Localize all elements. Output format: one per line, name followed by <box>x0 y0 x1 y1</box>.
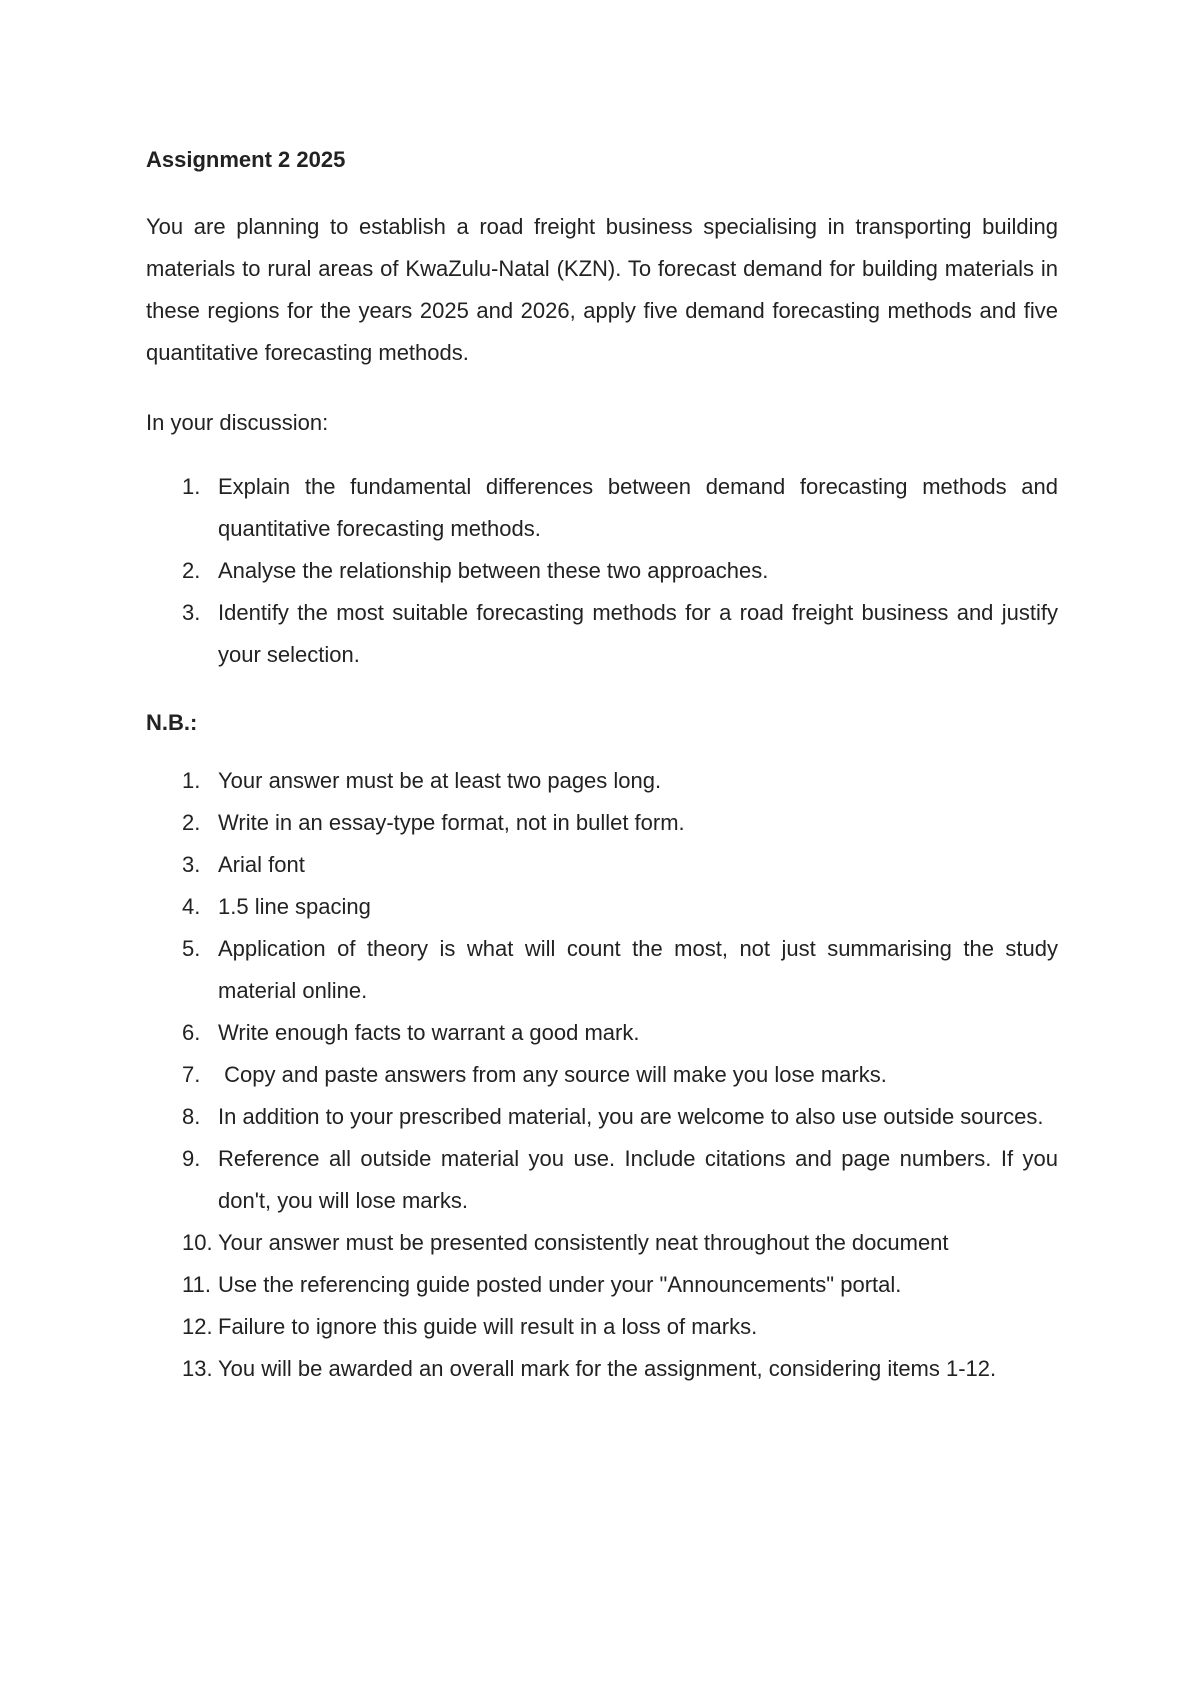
list-item-text: Use the referencing guide posted under your "Announcements" portal. <box>218 1272 902 1297</box>
list-item <box>146 550 1058 592</box>
list-item <box>146 1306 1058 1348</box>
list-item-text: Reference all outside material you use. Include citations and page numbers. If you don't, you will lose marks. <box>218 1146 1058 1213</box>
list-item-number: 9. <box>182 1146 201 1171</box>
list-item <box>146 466 1058 550</box>
list-item <box>146 592 1058 676</box>
list-item-number: 11. <box>182 1272 211 1297</box>
list-item-number: 2. <box>182 558 201 583</box>
list-item <box>146 1138 1058 1222</box>
list-item-number: 3. <box>182 600 201 625</box>
list-item-number: 5. <box>182 936 201 961</box>
list-item-text: Analyse the relationship between these two approaches. <box>218 558 769 583</box>
list-item-text: You will be awarded an overall mark for the assignment, considering items 1-12. <box>218 1356 997 1381</box>
list-item <box>146 844 1058 886</box>
list-item-text: Explain the fundamental differences between demand forecasting methods and quantitative forecasting methods. <box>218 474 1058 541</box>
list-item-number: 8. <box>182 1104 201 1129</box>
list-item-text: Write enough facts to warrant a good mark. <box>218 1020 640 1045</box>
document-page <box>146 142 1058 1390</box>
list-item-text: Write in an essay-type format, not in bullet form. <box>218 810 685 835</box>
list-item <box>146 886 1058 928</box>
list-item-number: 13. <box>182 1356 213 1381</box>
list-item-number: 1. <box>182 474 201 499</box>
list-item <box>146 760 1058 802</box>
list-item-text: Failure to ignore this guide will result in a loss of marks. <box>218 1314 758 1339</box>
list-item <box>146 1096 1058 1138</box>
list-item <box>146 1012 1058 1054</box>
list-item-text: 1.5 line spacing <box>218 894 371 919</box>
list-item <box>146 1264 1058 1306</box>
intro-paragraph: You are planning to establish a road freight business specialising in transporting building materials to rural areas of KwaZulu-Natal (KZN). To forecast demand for building materials in these regions for the years 2025 and 2026, apply five demand forecasting methods and five quantitative forecasting methods. <box>146 214 1058 365</box>
document-title: Assignment 2 2025 <box>146 147 346 172</box>
list-item-text: Arial font <box>218 852 305 877</box>
list-item <box>146 1222 1058 1264</box>
list-item-text: Application of theory is what will count the most, not just summarising the study material online. <box>218 936 1058 1003</box>
list-item-text: In addition to your prescribed material, you are welcome to also use outside sources. <box>218 1104 1044 1129</box>
list-item-text: Copy and paste answers from any source will make you lose marks. <box>218 1062 887 1087</box>
list-item-number: 12. <box>182 1314 213 1339</box>
list-item-text: Identify the most suitable forecasting methods for a road freight business and justify your selection. <box>218 600 1058 667</box>
list-item <box>146 928 1058 1012</box>
list-item-number: 1. <box>182 768 201 793</box>
discussion-list <box>146 466 1058 676</box>
list-item <box>146 1054 1058 1096</box>
list-item-number: 10. <box>182 1230 213 1255</box>
list-item <box>146 1348 1058 1390</box>
list-item-number: 7. <box>182 1062 201 1087</box>
list-item-text: Your answer must be presented consistently neat throughout the document <box>218 1230 949 1255</box>
list-item-number: 2. <box>182 810 201 835</box>
list-item-number: 4. <box>182 894 201 919</box>
discussion-label: In your discussion: <box>146 410 329 435</box>
nb-label: N.B.: <box>146 710 198 735</box>
list-item-number: 3. <box>182 852 201 877</box>
list-item-text: Your answer must be at least two pages long. <box>218 768 662 793</box>
list-item <box>146 802 1058 844</box>
nb-list <box>146 760 1058 1390</box>
list-item-number: 6. <box>182 1020 201 1045</box>
